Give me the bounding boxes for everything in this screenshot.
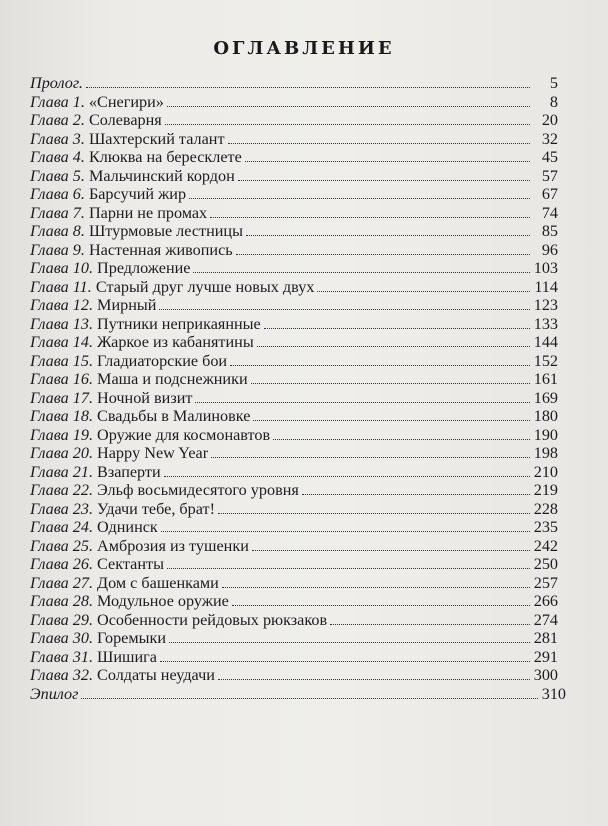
toc-entry-prefix: Глава	[30, 388, 73, 407]
toc-entry	[30, 611, 558, 630]
toc-entry-page-number: 242	[533, 536, 558, 555]
toc-entry	[30, 500, 558, 519]
toc-entry-page-number: 281	[533, 629, 558, 647]
toc-entry-prefix: Глава	[30, 481, 73, 499]
toc-entry-number: 28.	[72, 592, 93, 610]
toc-entry-number: 24.	[72, 518, 93, 536]
toc-entry-title: Особенности рейдовых рюкзаков	[93, 610, 328, 629]
dot-leader	[228, 143, 530, 144]
toc-entry-number: 3.	[72, 129, 85, 148]
toc-entry-prefix: Пролог.	[30, 74, 83, 92]
toc-entry-number: 17.	[72, 388, 93, 407]
toc-entry-label	[30, 481, 299, 500]
toc-entry	[30, 130, 558, 149]
toc-entry-label	[30, 167, 235, 186]
toc-entry-page-number: 257	[533, 573, 558, 592]
toc-entry-label	[30, 407, 250, 426]
toc-entry-page-number: 96	[541, 240, 558, 259]
dot-leader	[218, 513, 530, 514]
toc-entry-title: Happy New Year	[93, 444, 209, 462]
toc-entry-page-number: 169	[533, 388, 558, 407]
toc-entry-page-number: 144	[533, 333, 558, 351]
toc-entry-page-number: 74	[541, 203, 558, 222]
toc-entry-number: 15.	[72, 351, 93, 370]
toc-entry-title: Предложение	[93, 259, 191, 277]
toc-entry-label	[30, 259, 190, 278]
toc-entry-title: Модульное оружие	[93, 592, 229, 610]
toc-entry-page-number: 152	[533, 351, 558, 370]
dot-leader	[317, 291, 530, 292]
toc-entry	[30, 574, 558, 593]
toc-entry-label	[30, 93, 164, 112]
toc-entry-label	[30, 648, 157, 667]
toc-entry	[30, 684, 566, 704]
dot-leader	[160, 661, 530, 662]
toc-entry	[30, 204, 558, 223]
toc-entry-title: Барсучий жир	[84, 185, 187, 203]
toc-entry-prefix: Глава	[30, 129, 73, 148]
toc-entry-number: 19.	[72, 425, 93, 444]
toc-entry-title: «Снегири»	[84, 92, 164, 111]
toc-entry-prefix: Глава	[30, 314, 73, 333]
toc-entry-prefix: Глава	[30, 259, 73, 277]
toc-entry-number: 8.	[72, 222, 85, 240]
dot-leader	[238, 180, 530, 181]
toc-entry-label	[30, 629, 166, 648]
dot-leader	[159, 309, 529, 310]
dot-leader	[164, 476, 530, 477]
toc-entry-page-number: 8	[549, 92, 558, 111]
dot-leader	[193, 272, 529, 273]
toc-entry-title: Мирный	[93, 296, 157, 314]
toc-entry-prefix: Глава	[30, 111, 73, 129]
toc-entry-page-number: 235	[533, 518, 558, 536]
toc-entry-number: 32.	[72, 666, 93, 684]
dot-leader	[252, 550, 530, 551]
toc-entry-label	[30, 611, 327, 630]
toc-entry-prefix: Глава	[30, 647, 73, 666]
toc-entry-prefix: Глава	[30, 222, 73, 240]
toc-entry	[30, 666, 558, 685]
toc-entry-prefix: Эпилог	[30, 684, 79, 703]
toc-entry	[30, 629, 558, 648]
toc-entry	[30, 407, 558, 426]
toc-entry-label	[30, 537, 249, 556]
toc-entry-page-number: 190	[533, 425, 558, 444]
toc-entry-page-number: 250	[533, 555, 558, 573]
toc-entry	[30, 222, 558, 241]
toc-entry-label	[30, 278, 314, 297]
toc-entry	[30, 537, 558, 556]
toc-entry-prefix: Глава	[30, 444, 73, 462]
toc-entry-page-number: 123	[533, 296, 558, 314]
dot-leader	[232, 605, 530, 606]
toc-entry-number: 20.	[72, 444, 93, 462]
toc-entry-prefix: Глава	[30, 277, 73, 296]
toc-entry	[30, 315, 558, 334]
toc-entry-title: Солдаты неудачи	[93, 666, 215, 684]
dot-leader	[273, 439, 530, 440]
toc-entry-title: Дом с башенками	[93, 573, 219, 592]
toc-entry-prefix: Глава	[30, 240, 73, 259]
toc-entry-page-number: 300	[533, 666, 558, 684]
toc-entry-title: Настенная живопись	[84, 240, 233, 259]
dot-leader	[302, 494, 530, 495]
toc-entry-prefix: Глава	[30, 610, 73, 629]
toc-entry-page-number: 133	[533, 314, 558, 333]
toc-entry-page-number: 67	[541, 185, 558, 203]
toc-entry-page-number: 219	[533, 481, 558, 499]
toc-entry-title: Ночной визит	[93, 388, 193, 407]
dot-leader	[195, 402, 529, 403]
toc-entry-prefix: Глава	[30, 203, 73, 222]
toc-entry-label	[30, 111, 162, 130]
toc-entry-prefix: Глава	[30, 555, 73, 573]
toc-entry	[30, 241, 558, 260]
toc-entry-page-number: 228	[533, 499, 558, 518]
toc-entry-label	[30, 592, 229, 611]
toc-entry-label	[30, 74, 83, 93]
toc-entry-label	[30, 148, 242, 167]
toc-entry-page-number: 5	[549, 74, 558, 92]
toc-entry-title: Эльф восьмидесятого уровня	[93, 481, 299, 499]
dot-leader	[169, 642, 530, 643]
toc-entry-title: Однинск	[93, 518, 158, 536]
toc-entry	[30, 481, 558, 500]
toc-entry-page-number: 266	[533, 592, 558, 610]
toc-entry	[30, 389, 558, 408]
dot-leader	[230, 365, 530, 366]
toc-entry-number: 6.	[72, 185, 85, 203]
toc-entry-number: 27.	[72, 573, 93, 592]
toc-entry-prefix: Глава	[30, 518, 73, 536]
toc-entry-prefix: Глава	[30, 351, 73, 370]
toc-entry-label	[30, 500, 215, 519]
toc-entry-label	[30, 444, 208, 463]
dot-leader	[222, 587, 530, 588]
toc-entry-title: Гладиаторские бои	[93, 351, 228, 370]
toc-entry	[30, 93, 558, 112]
toc-entry-page-number: 57	[541, 166, 558, 185]
toc-entry-title: Штурмовые лестницы	[84, 222, 243, 240]
toc-entry-number: 22.	[72, 481, 93, 499]
toc-entry-prefix: Глава	[30, 166, 73, 185]
toc-entry-prefix: Глава	[30, 370, 73, 388]
toc-entry-title: Свадьбы в Малиновке	[93, 407, 251, 425]
toc-entry-label	[30, 241, 233, 260]
toc-entry-label	[30, 333, 254, 352]
toc-entry-prefix: Глава	[30, 573, 73, 592]
toc-entry-number: 16.	[72, 370, 93, 388]
toc-entry	[30, 518, 558, 537]
toc-entry-label	[30, 204, 207, 223]
toc-entry-prefix: Глава	[30, 536, 73, 555]
table-of-contents	[30, 74, 566, 703]
toc-entry-page-number: 103	[533, 259, 558, 277]
toc-entry-number: 2.	[72, 111, 85, 129]
toc-entry-page-number: 180	[533, 407, 558, 425]
toc-entry-number: 30.	[72, 629, 93, 647]
toc-entry-page-number: 161	[533, 370, 558, 388]
dot-leader	[253, 420, 529, 421]
toc-entry-prefix: Глава	[30, 425, 73, 444]
toc-entry-title: Удачи тебе, брат!	[93, 499, 215, 518]
dot-leader	[218, 679, 530, 680]
toc-entry-prefix: Глава	[30, 592, 73, 610]
toc-entry-number: 18.	[72, 407, 93, 425]
toc-entry-title: Солеварня	[84, 111, 162, 129]
toc-entry-page-number: 291	[533, 647, 558, 666]
toc-entry	[30, 148, 558, 167]
dot-leader	[251, 383, 530, 384]
toc-entry-page-number: 32	[541, 129, 558, 148]
toc-entry-prefix: Глава	[30, 462, 73, 481]
toc-entry-prefix: Глава	[30, 92, 73, 111]
toc-entry-title: Парни не промах	[84, 203, 208, 222]
dot-leader	[167, 106, 530, 107]
toc-entry-page-number: 274	[533, 610, 558, 629]
toc-entry-title: Сектанты	[93, 555, 164, 573]
toc-entry	[30, 444, 558, 463]
toc-entry-label	[30, 389, 192, 408]
toc-entry-number: 10.	[72, 259, 93, 277]
dot-leader	[210, 217, 530, 218]
toc-entry-title: Клюква на бересклете	[84, 148, 242, 166]
toc-entry-number: 9.	[72, 240, 85, 259]
toc-entry-prefix: Глава	[30, 629, 73, 647]
toc-entry	[30, 648, 558, 667]
toc-entry-label	[30, 185, 186, 204]
toc-entry-prefix: Глава	[30, 666, 73, 684]
toc-entry-label	[30, 555, 164, 574]
toc-entry	[30, 370, 558, 389]
toc-entry-title: Старый друг лучше новых двух	[91, 277, 315, 296]
toc-entry-label	[30, 574, 219, 593]
toc-entry-title: Маша и подснежники	[93, 370, 248, 388]
toc-entry	[30, 167, 558, 186]
toc-entry-title: Оружие для космонавтов	[93, 425, 271, 444]
toc-entry	[30, 592, 558, 611]
toc-entry-prefix: Глава	[30, 333, 73, 351]
toc-entry-prefix: Глава	[30, 148, 73, 166]
toc-entry-number: 14.	[72, 333, 93, 351]
toc-entry-prefix: Глава	[30, 296, 73, 314]
toc-entry	[30, 185, 558, 204]
toc-entry-label	[30, 315, 261, 334]
toc-entry	[30, 74, 558, 93]
toc-entry-page-number: 45	[541, 148, 558, 166]
toc-entry-prefix: Глава	[30, 499, 73, 518]
toc-entry-page-number: 310	[541, 684, 566, 703]
dot-leader	[245, 161, 530, 162]
toc-entry-title: Шахтерский талант	[84, 129, 225, 148]
toc-entry	[30, 259, 558, 278]
page-title: ОГЛАВЛЕНИЕ	[213, 38, 395, 59]
toc-entry-number: 12.	[72, 296, 93, 314]
toc-entry-label	[30, 352, 227, 371]
toc-entry	[30, 352, 558, 371]
dot-leader	[86, 87, 530, 88]
toc-entry-page-number: 210	[533, 462, 558, 481]
toc-entry-title: Жаркое из кабанятины	[93, 333, 254, 351]
toc-entry-number: 4.	[72, 148, 85, 166]
toc-entry-label	[30, 666, 215, 685]
dot-leader	[257, 346, 530, 347]
toc-entry-number: 5.	[72, 166, 85, 185]
toc-entry-title: Горемыки	[93, 629, 167, 647]
toc-entry	[30, 333, 558, 352]
toc-entry-label	[30, 296, 156, 315]
toc-entry	[30, 426, 558, 445]
dot-leader	[211, 457, 530, 458]
toc-entry-label	[30, 685, 78, 704]
toc-entry-label	[30, 222, 243, 241]
toc-entry-title: Шишига	[93, 647, 157, 666]
dot-leader	[246, 235, 530, 236]
toc-entry	[30, 111, 558, 130]
toc-entry-number: 26.	[72, 555, 93, 573]
dot-leader	[264, 328, 530, 329]
toc-entry-label	[30, 518, 158, 537]
toc-entry-number: 31.	[72, 647, 93, 666]
toc-entry	[30, 296, 558, 315]
dot-leader	[167, 568, 530, 569]
toc-entry-page-number: 20	[541, 111, 558, 129]
toc-entry-number: 11.	[72, 277, 92, 296]
dot-leader	[236, 254, 530, 255]
dot-leader	[81, 698, 537, 699]
toc-entry-title: Взаперти	[93, 462, 161, 481]
toc-entry-prefix: Глава	[30, 407, 73, 425]
dot-leader	[330, 624, 530, 625]
toc-entry-number: 21.	[72, 462, 93, 481]
toc-entry-number: 7.	[72, 203, 85, 222]
toc-entry	[30, 463, 558, 482]
dot-leader	[189, 198, 530, 199]
toc-entry-label	[30, 426, 270, 445]
toc-entry-number: 23.	[72, 499, 93, 518]
toc-entry-page-number: 85	[541, 222, 558, 240]
toc-entry-title: Путники неприкаянные	[93, 314, 261, 333]
toc-entry-number: 25.	[72, 536, 93, 555]
toc-entry-prefix: Глава	[30, 185, 73, 203]
toc-entry-number: 1.	[72, 92, 85, 111]
toc-entry-page-number: 198	[533, 444, 558, 462]
toc-entry-page-number: 114	[534, 277, 558, 296]
toc-entry-label	[30, 370, 248, 389]
dot-leader	[165, 124, 530, 125]
toc-entry	[30, 555, 558, 574]
toc-entry	[30, 278, 558, 297]
toc-entry-title: Мальчинский кордон	[84, 166, 235, 185]
toc-entry-number: 13.	[72, 314, 93, 333]
toc-entry-title: Амброзия из тушенки	[93, 536, 249, 555]
toc-entry-label	[30, 463, 161, 482]
toc-entry-label	[30, 130, 225, 149]
dot-leader	[161, 531, 530, 532]
toc-entry-number: 29.	[72, 610, 93, 629]
